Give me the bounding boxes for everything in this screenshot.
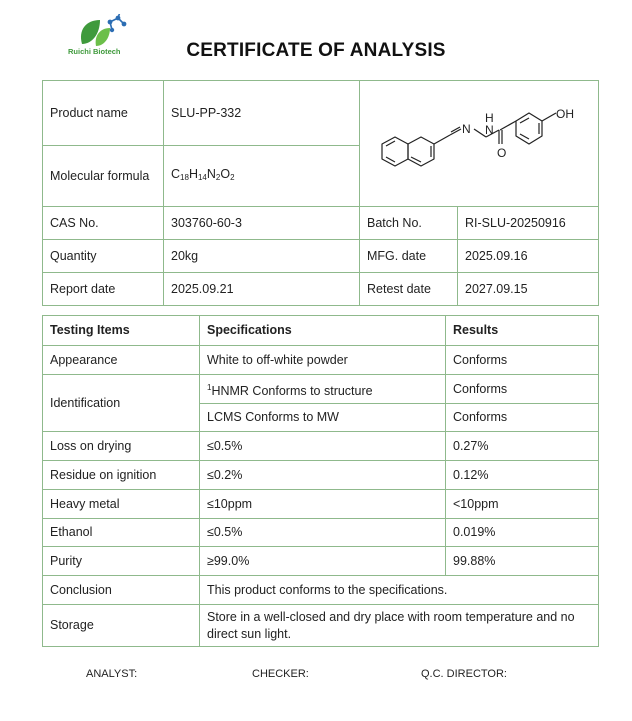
formula-value: $C_{18}H_{14}N_2O_2$ [164, 146, 360, 207]
company-name: Ruichi Biotech [68, 47, 121, 56]
storage-text: Store in a well-closed and dry place with room temperature and no direct sun light. [200, 605, 599, 647]
table-row [43, 605, 599, 647]
checker-signature-label: CHECKER: [252, 668, 309, 680]
chemical-structure-image [360, 81, 598, 206]
product-name-label: Product name [43, 81, 164, 146]
purity-spec: ≥99.0% [200, 547, 446, 576]
header-specifications: Specifications [200, 316, 446, 346]
lcms-result: Conforms [446, 404, 599, 432]
ethanol-spec: ≤0.5% [200, 519, 446, 547]
purity-result: 99.88% [446, 547, 599, 576]
structure-n-label: N [462, 122, 471, 136]
appearance-result: Conforms [446, 346, 599, 375]
heavy-metal-item: Heavy metal [43, 490, 200, 519]
mfg-date-label: MFG. date [360, 240, 458, 273]
quantity-value: 20kg [164, 240, 360, 273]
report-date-label: Report date [43, 273, 164, 306]
formula-label: Molecular formula [43, 146, 164, 207]
mfg-date-value: 2025.09.16 [458, 240, 599, 273]
retest-date-label: Retest date [360, 273, 458, 306]
product-info-table [42, 80, 599, 306]
table-row [43, 461, 599, 490]
cas-value: 303760-60-3 [164, 207, 360, 240]
cas-label: CAS No. [43, 207, 164, 240]
purity-item: Purity [43, 547, 200, 576]
retest-date-value: 2027.09.15 [458, 273, 599, 306]
table-row [43, 432, 599, 461]
table-row [43, 490, 599, 519]
conclusion-item: Conclusion [43, 576, 200, 605]
qc-director-signature-label: Q.C. DIRECTOR: [421, 668, 507, 680]
table-row [43, 547, 599, 576]
storage-item: Storage [43, 605, 200, 647]
header-results: Results [446, 316, 599, 346]
residue-spec: ≤0.2% [200, 461, 446, 490]
structure-nh-n-label: N [485, 123, 494, 137]
lcms-spec: LCMS Conforms to MW [200, 404, 446, 432]
conclusion-text: This product conforms to the specifications. [200, 576, 599, 605]
residue-item: Residue on ignition [43, 461, 200, 490]
batch-label: Batch No. [360, 207, 458, 240]
hnmr-result: Conforms [446, 375, 599, 404]
header-testing-items: Testing Items [43, 316, 200, 346]
table-row [43, 519, 599, 547]
quantity-label: Quantity [43, 240, 164, 273]
appearance-item: Appearance [43, 346, 200, 375]
table-row [43, 576, 599, 605]
report-date-value: 2025.09.21 [164, 273, 360, 306]
loss-spec: ≤0.5% [200, 432, 446, 461]
batch-value: RI-SLU-20250916 [458, 207, 599, 240]
hnmr-spec: $^1$HNMR Conforms to structure [200, 375, 446, 404]
product-name-value: SLU-PP-332 [164, 81, 360, 146]
ethanol-result: 0.019% [446, 519, 599, 547]
document-title: CERTIFICATE OF ANALYSIS [186, 40, 446, 61]
residue-result: 0.12% [446, 461, 599, 490]
heavy-metal-result: <10ppm [446, 490, 599, 519]
analyst-signature-label: ANALYST: [86, 668, 138, 680]
structure-oh-label: OH [556, 107, 574, 121]
ethanol-item: Ethanol [43, 519, 200, 547]
table-row [43, 346, 599, 375]
structure-o-label: O [497, 146, 507, 160]
table-row [43, 375, 599, 404]
test-results-table [42, 315, 599, 647]
heavy-metal-spec: ≤10ppm [200, 490, 446, 519]
structure-nh-h-label: H [485, 111, 494, 125]
identification-item: Identification [43, 375, 200, 432]
appearance-spec: White to off-white powder [200, 346, 446, 375]
structure-cell [360, 81, 599, 207]
loss-item: Loss on drying [43, 432, 200, 461]
loss-result: 0.27% [446, 432, 599, 461]
table-header-row [43, 316, 599, 346]
